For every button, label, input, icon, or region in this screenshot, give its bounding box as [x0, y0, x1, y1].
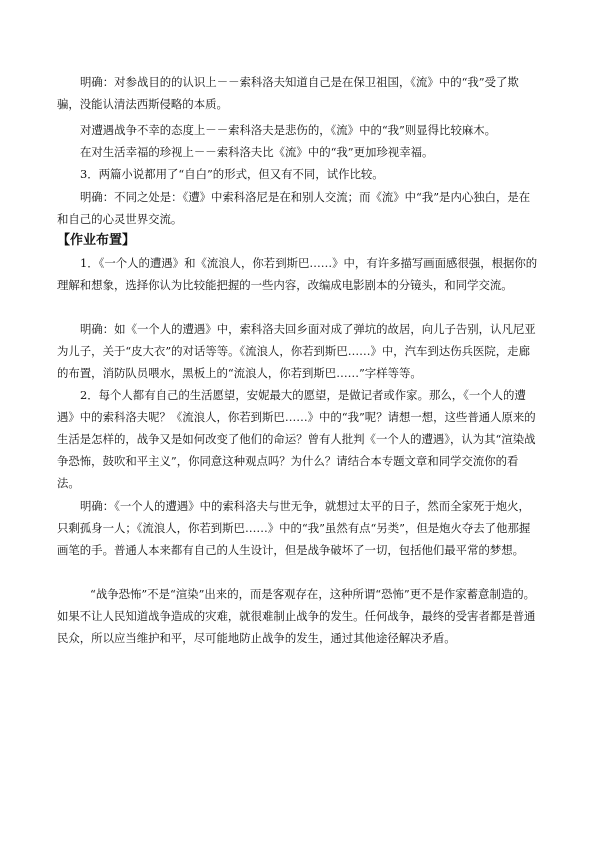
homework-item-1: 1．《一个人的遭遇》和《流浪人，你若到斯巴……》中，有许多描写画面感很强，根据你的理解和想象，选择你认为比较能把握的一些内容，改编成电影剧本的分镜头，和同学交流。 — [57, 256, 538, 292]
homework-answer-1: 明确：如《一个人的遭遇》中，索科洛夫回乡面对成了弹坑的故居，向儿子告别，认凡尼亚为儿子，关于“皮大衣”的对话等等。《流浪人，你若到斯巴……》中，汽车到达伤兵医院，走廊的布置，消防队员喂水，黑板上的“流浪人，你若到斯巴……”字样等等。 — [57, 322, 536, 380]
homework-conclusion: “战争恐怖”不是“渲染”出来的，而是客观存在，这种所谓“恐怖”更不是作家蓄意制造的。如果不让人民知道战争造成的灾难，就很难制止战争的发生。任何战争，最终的受害者都是普通民众，所以应当维护和平，尽可能地防止战争的发生，通过其他途径解决矛盾。 — [57, 587, 536, 645]
paragraph-happiness: 在对生活幸福的珍视上－－索科洛夫比《流》中的“我”更加珍视幸福。 — [80, 145, 434, 159]
paragraph-attitude: 对遭遇战争不幸的态度上－－索科洛夫是悲伤的，《流》中的“我”则显得比较麻木。 — [80, 123, 497, 137]
homework-item-2: 2．每个人都有自己的生活愿望，安妮最大的愿望，是做记者或作家。那么，《一个人的遭遇》中的索科洛夫呢？《流浪人，你若到斯巴……》中的“我”呢？请想一想，这些普通人原来的生活是怎样的，战争又是如何改变了他们的命运？曾有人批判《一个人的遭遇》，认为其“渲染战争恐怖，鼓吹和平主义”，你同意这种观点吗？为什么？请结合本专题文章和同学交流你的看法。 — [57, 388, 536, 490]
paragraph-question-3: 3．两篇小说都用了“自白”的形式，但又有不同，试作比较。 — [80, 167, 384, 181]
paragraph-answer-3: 明确：不同之处是：《遭》中索科洛尼是在和别人交流；而《流》中“我”是内心独白，是在和自己的心灵世界交流。 — [57, 190, 531, 226]
homework-answer-2: 明确：《一个人的遭遇》中的索科洛夫与世无争，就想过太平的日子，然而全家死于炮火，只剩孤身一人；《流浪人，你若到斯巴……》中的“我”虽然有点“另类”，但是炮火夺去了他那握画笔的手。普通人本来都有自己的人生设计，但是战争破坏了一切，包括他们最平常的梦想。 — [57, 499, 531, 557]
paragraph-answer-participation: 明确：对参战目的的认识上－－索科洛夫知道自己是在保卫祖国，《流》中的“我”受了欺骗，没能认清法西斯侵略的本质。 — [57, 75, 519, 111]
section-heading-homework: 【作业布置】 — [57, 233, 136, 248]
